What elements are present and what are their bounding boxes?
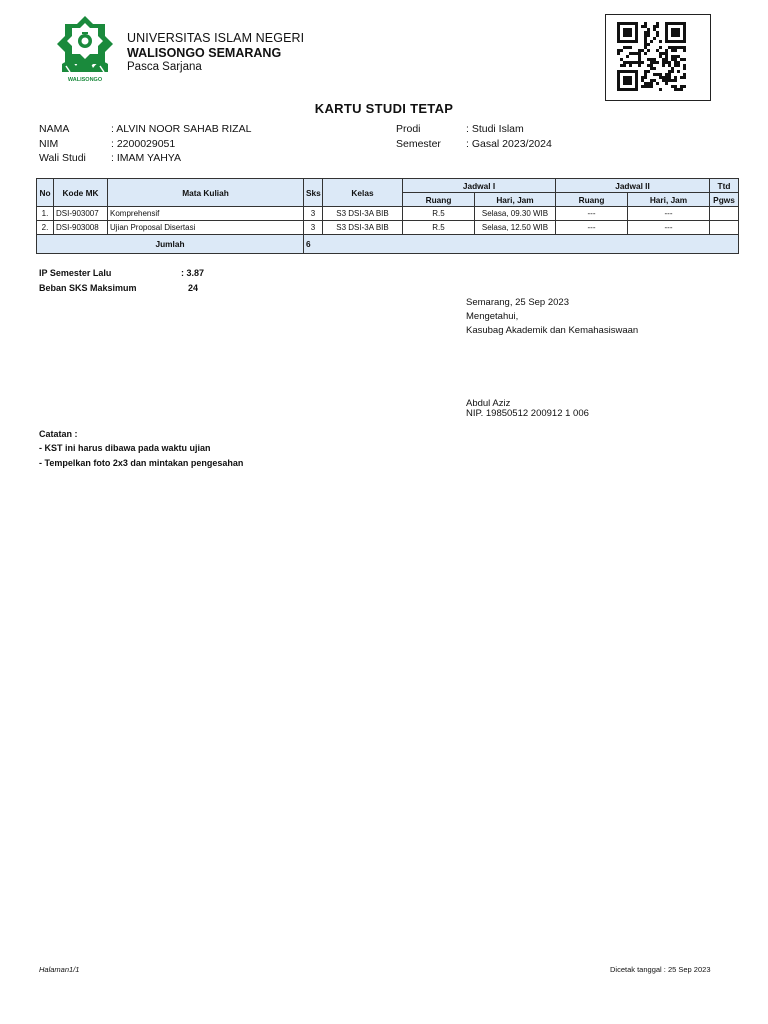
nama-label: NAMA bbox=[39, 123, 70, 135]
table-row bbox=[37, 207, 739, 221]
row-ttd bbox=[710, 207, 739, 221]
row-kode-mk: DSI-903008 bbox=[54, 221, 108, 235]
total-sks: 6 bbox=[304, 235, 739, 254]
row-no: 2. bbox=[37, 221, 54, 235]
prodi-label: Prodi bbox=[396, 123, 421, 135]
col-ruang-2: Ruang bbox=[556, 193, 628, 207]
nama-value: : ALVIN NOOR SAHAB RIZAL bbox=[111, 123, 252, 135]
col-sks: Sks bbox=[304, 179, 323, 207]
col-hari-jam-1: Hari, Jam bbox=[475, 193, 556, 207]
document-title: KARTU STUDI TETAP bbox=[314, 101, 454, 116]
semester-label: Semester bbox=[396, 138, 441, 150]
col-jadwal-1: Jadwal I bbox=[403, 179, 556, 193]
col-ttd: Ttd bbox=[710, 179, 739, 193]
beban-value: 24 bbox=[188, 283, 199, 293]
row-kelas: S3 DSI-3A BIB bbox=[323, 221, 403, 235]
signature-mengetahui: Mengetahui, bbox=[466, 311, 519, 322]
total-row bbox=[37, 235, 739, 254]
signature-position: Kasubag Akademik dan Kemahasiswaan bbox=[466, 325, 639, 336]
row-no: 1. bbox=[37, 207, 54, 221]
row-hari-jam-2: --- bbox=[628, 207, 710, 221]
total-label: Jumlah bbox=[37, 235, 304, 254]
row-kelas: S3 DSI-3A BIB bbox=[323, 207, 403, 221]
nim-label: NIM bbox=[39, 138, 59, 150]
row-ruang-2: --- bbox=[556, 207, 628, 221]
row-kode-mk: DSI-903007 bbox=[54, 207, 108, 221]
wali-value: : IMAM YAHYA bbox=[111, 152, 182, 164]
signatory-nip: NIP. 19850512 200912 1 006 bbox=[466, 408, 589, 419]
notes-title: Catatan : bbox=[39, 429, 78, 439]
nim-value: : 2200029051 bbox=[111, 138, 176, 150]
signature-place-date: Semarang, 25 Sep 2023 bbox=[466, 297, 569, 308]
row-mata-kuliah: Komprehensif bbox=[108, 207, 304, 221]
row-ruang-2: --- bbox=[556, 221, 628, 235]
col-pgws: Pgws bbox=[710, 193, 739, 207]
note-item: - Tempelkan foto 2x3 dan mintakan pengesahan bbox=[39, 458, 244, 468]
semester-value: : Gasal 2023/2024 bbox=[466, 138, 552, 150]
ip-label: IP Semester Lalu bbox=[39, 268, 112, 278]
course-table bbox=[36, 178, 739, 254]
col-kode-mk: Kode MK bbox=[54, 179, 108, 207]
university-logo bbox=[56, 14, 114, 88]
col-kelas: Kelas bbox=[323, 179, 403, 207]
university-name: UNIVERSITAS ISLAM NEGERI bbox=[127, 31, 305, 45]
col-ruang-1: Ruang bbox=[403, 193, 475, 207]
signatory-name: Abdul Aziz bbox=[466, 398, 511, 409]
row-sks: 3 bbox=[304, 221, 323, 235]
prodi-value: : Studi Islam bbox=[466, 123, 524, 135]
logo-wordmark: WALISONGO bbox=[67, 77, 103, 83]
page-number: Halaman1/1 bbox=[39, 965, 80, 974]
note-item: - KST ini harus dibawa pada waktu ujian bbox=[39, 443, 211, 453]
wali-label: Wali Studi bbox=[39, 152, 86, 164]
row-sks: 3 bbox=[304, 207, 323, 221]
col-no: No bbox=[37, 179, 54, 207]
row-hari-jam-1: Selasa, 09.30 WIB bbox=[475, 207, 556, 221]
university-campus: WALISONGO SEMARANG bbox=[127, 46, 282, 60]
row-mata-kuliah: Ujian Proposal Disertasi bbox=[108, 221, 304, 235]
row-hari-jam-2: --- bbox=[628, 221, 710, 235]
row-ruang-1: R.5 bbox=[403, 221, 475, 235]
faculty-name: Pasca Sarjana bbox=[127, 61, 202, 73]
col-mata-kuliah: Mata Kuliah bbox=[108, 179, 304, 207]
print-date: Dicetak tanggal : 25 Sep 2023 bbox=[610, 965, 711, 974]
row-ruang-1: R.5 bbox=[403, 207, 475, 221]
col-jadwal-2: Jadwal II bbox=[556, 179, 710, 193]
ip-value: : 3.87 bbox=[181, 268, 205, 278]
row-ttd bbox=[710, 221, 739, 235]
row-hari-jam-1: Selasa, 12.50 WIB bbox=[475, 221, 556, 235]
beban-label: Beban SKS Maksimum bbox=[39, 283, 137, 293]
table-row bbox=[37, 221, 739, 235]
col-hari-jam-2: Hari, Jam bbox=[628, 193, 710, 207]
qr-code bbox=[605, 14, 711, 101]
